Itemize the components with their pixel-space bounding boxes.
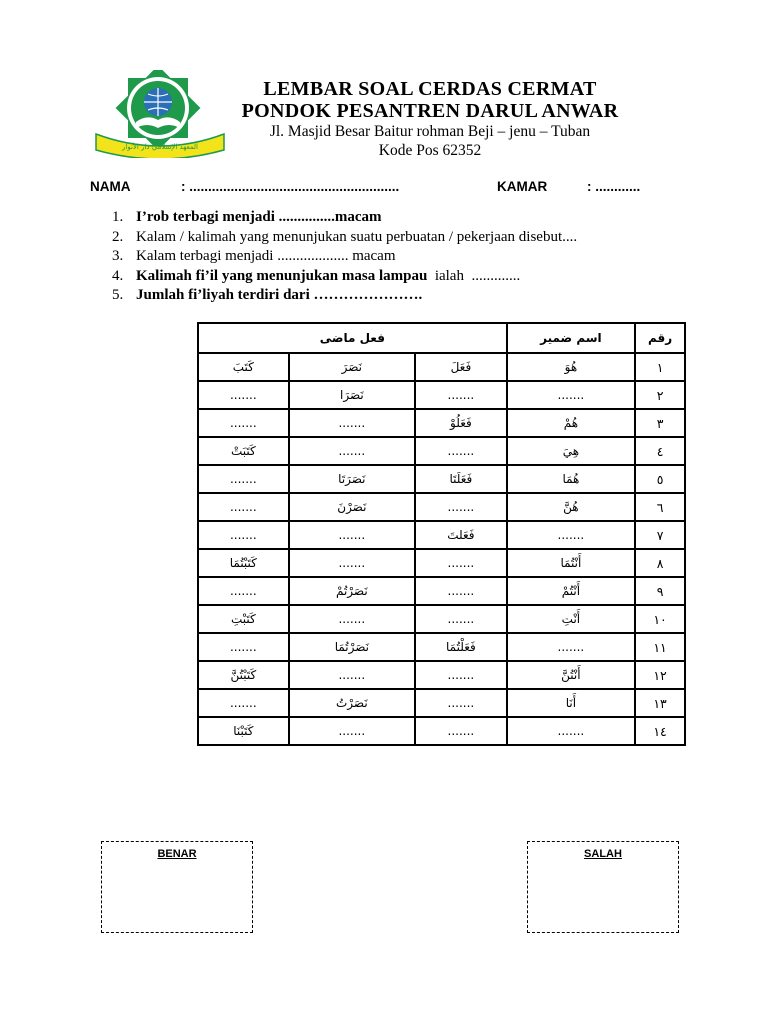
- pronoun-cell: هُمَا: [507, 465, 635, 493]
- question-text: Kalam terbagi menjadi ................... macam: [136, 248, 396, 264]
- title-line-1: LEMBAR SOAL CERDAS CERMAT: [263, 78, 597, 100]
- room-label: KAMAR: [497, 179, 548, 194]
- verb-cell[interactable]: .......: [289, 605, 415, 633]
- pronoun-cell: هُنَّ: [507, 493, 635, 521]
- verb-conjugation-table: [197, 322, 686, 746]
- verb-cell: كَتَبْتُمَا: [198, 549, 289, 577]
- number-cell: ١١: [635, 633, 685, 661]
- verb-cell[interactable]: .......: [289, 437, 415, 465]
- verb-cell: نَصَرْتُمْ: [289, 577, 415, 605]
- pronoun-cell[interactable]: .......: [507, 633, 635, 661]
- table-row: [198, 493, 685, 521]
- question-number: 1.: [112, 209, 124, 225]
- pronoun-cell: أَنْتُمَا: [507, 549, 635, 577]
- header-pronoun: اسم ضمير: [507, 323, 635, 353]
- pronoun-cell: هِيَ: [507, 437, 635, 465]
- verb-cell[interactable]: .......: [415, 717, 507, 745]
- number-cell: ٢: [635, 381, 685, 409]
- table-row: [198, 605, 685, 633]
- number-cell: ٧: [635, 521, 685, 549]
- verb-cell[interactable]: .......: [289, 717, 415, 745]
- school-logo: [90, 70, 230, 158]
- verb-cell[interactable]: .......: [289, 549, 415, 577]
- table-row: [198, 437, 685, 465]
- header-verb: فعل ماضى: [198, 323, 507, 353]
- table-row: [198, 633, 685, 661]
- verb-cell: فَعَلَ: [415, 353, 507, 381]
- table-row: [198, 549, 685, 577]
- number-cell: ٤: [635, 437, 685, 465]
- pronoun-cell: أَنْتُنَّ: [507, 661, 635, 689]
- pronoun-cell[interactable]: .......: [507, 717, 635, 745]
- question-text: Kalimah fi’il yang menunjukan masa lampau: [136, 267, 428, 284]
- question-number: 4.: [112, 267, 124, 284]
- verb-cell: نَصَرَ: [289, 353, 415, 381]
- verb-cell: فَعَلْتُمَا: [415, 633, 507, 661]
- verb-cell[interactable]: .......: [415, 493, 507, 521]
- verb-cell[interactable]: .......: [198, 577, 289, 605]
- number-cell: ١٢: [635, 661, 685, 689]
- verb-cell[interactable]: .......: [198, 493, 289, 521]
- verb-cell[interactable]: .......: [415, 605, 507, 633]
- question-text: Kalam / kalimah yang menunjukan suatu perbuatan / pekerjaan disebut....: [136, 228, 578, 245]
- verb-cell[interactable]: .......: [198, 633, 289, 661]
- table-row: [198, 717, 685, 745]
- question-item: [112, 267, 577, 287]
- document-header: [220, 78, 640, 160]
- header-number: رقم: [635, 323, 685, 353]
- table-row: [198, 353, 685, 381]
- pronoun-cell: أَنَا: [507, 689, 635, 717]
- question-item: [112, 228, 577, 248]
- verb-cell[interactable]: .......: [198, 689, 289, 717]
- verb-cell: فَعَلَتَا: [415, 465, 507, 493]
- pronoun-cell[interactable]: .......: [507, 381, 635, 409]
- verb-cell: نَصَرْتُ: [289, 689, 415, 717]
- address: Jl. Masjid Besar Baitur rohman Beji – jenu – Tuban: [269, 123, 591, 140]
- verb-cell[interactable]: .......: [415, 437, 507, 465]
- verb-cell: نَصَرْتُمَا: [289, 633, 415, 661]
- number-cell: ١٠: [635, 605, 685, 633]
- salah-score-box[interactable]: [527, 841, 679, 933]
- question-text: ialah .............: [427, 267, 521, 284]
- logo-caption: المعهد الإسلامي دار الأنوار: [122, 143, 198, 151]
- verb-cell[interactable]: .......: [415, 381, 507, 409]
- number-cell: ٣: [635, 409, 685, 437]
- salah-label: SALAH: [584, 848, 622, 860]
- pronoun-cell: أَنْتُمْ: [507, 577, 635, 605]
- number-cell: ١٤: [635, 717, 685, 745]
- table-row: [198, 689, 685, 717]
- table-row: [198, 409, 685, 437]
- verb-cell[interactable]: .......: [415, 577, 507, 605]
- table-row: [198, 661, 685, 689]
- benar-label: BENAR: [157, 848, 197, 860]
- title-line-2: PONDOK PESANTREN DARUL ANWAR: [241, 100, 619, 122]
- verb-cell: كَتَبْنَا: [198, 717, 289, 745]
- pronoun-cell[interactable]: .......: [507, 521, 635, 549]
- verb-cell: كَتَبْتِ: [198, 605, 289, 633]
- verb-cell[interactable]: .......: [198, 465, 289, 493]
- postcode: Kode Pos 62352: [378, 142, 482, 159]
- pronoun-cell: هُمْ: [507, 409, 635, 437]
- verb-cell: نَصَرَتَا: [289, 465, 415, 493]
- verb-cell[interactable]: .......: [289, 661, 415, 689]
- verb-cell[interactable]: .......: [198, 409, 289, 437]
- table-row: [198, 521, 685, 549]
- verb-cell: نَصَرْنَ: [289, 493, 415, 521]
- question-item: [112, 286, 577, 306]
- verb-cell: كَتَبَتْ: [198, 437, 289, 465]
- pronoun-cell: أَنْتِ: [507, 605, 635, 633]
- number-cell: ٦: [635, 493, 685, 521]
- verb-cell[interactable]: .......: [415, 549, 507, 577]
- question-number: 2.: [112, 228, 124, 245]
- name-field[interactable]: : ........................................................: [181, 179, 400, 194]
- verb-cell[interactable]: .......: [289, 521, 415, 549]
- verb-cell[interactable]: .......: [198, 381, 289, 409]
- number-cell: ٨: [635, 549, 685, 577]
- question-number: 5.: [112, 287, 124, 303]
- table-header-row: [198, 323, 685, 353]
- verb-cell[interactable]: .......: [415, 689, 507, 717]
- verb-cell: نَصَرَا: [289, 381, 415, 409]
- question-text: I’rob terbagi menjadi ...............macam: [136, 209, 382, 225]
- verb-cell[interactable]: .......: [289, 409, 415, 437]
- number-cell: ٩: [635, 577, 685, 605]
- question-number: 3.: [112, 248, 124, 264]
- table-row: [198, 381, 685, 409]
- verb-cell: فَعَلتَ: [415, 521, 507, 549]
- pronoun-cell: هُوَ: [507, 353, 635, 381]
- verb-cell[interactable]: .......: [415, 661, 507, 689]
- table-row: [198, 577, 685, 605]
- verb-cell: كَتَبْتُنَّ: [198, 661, 289, 689]
- number-cell: ١: [635, 353, 685, 381]
- question-text: Jumlah fi’liyah terdiri dari ………………….: [136, 287, 423, 303]
- question-item: [112, 247, 577, 267]
- number-cell: ١٣: [635, 689, 685, 717]
- question-list: [112, 208, 577, 306]
- table-row: [198, 465, 685, 493]
- verb-cell[interactable]: .......: [198, 521, 289, 549]
- question-item: [112, 208, 577, 228]
- verb-cell: كَتَبَ: [198, 353, 289, 381]
- benar-score-box[interactable]: [101, 841, 253, 933]
- verb-cell: فَعَلُوْ: [415, 409, 507, 437]
- name-label: NAMA: [90, 179, 131, 194]
- number-cell: ٥: [635, 465, 685, 493]
- room-field[interactable]: : ............: [587, 179, 641, 194]
